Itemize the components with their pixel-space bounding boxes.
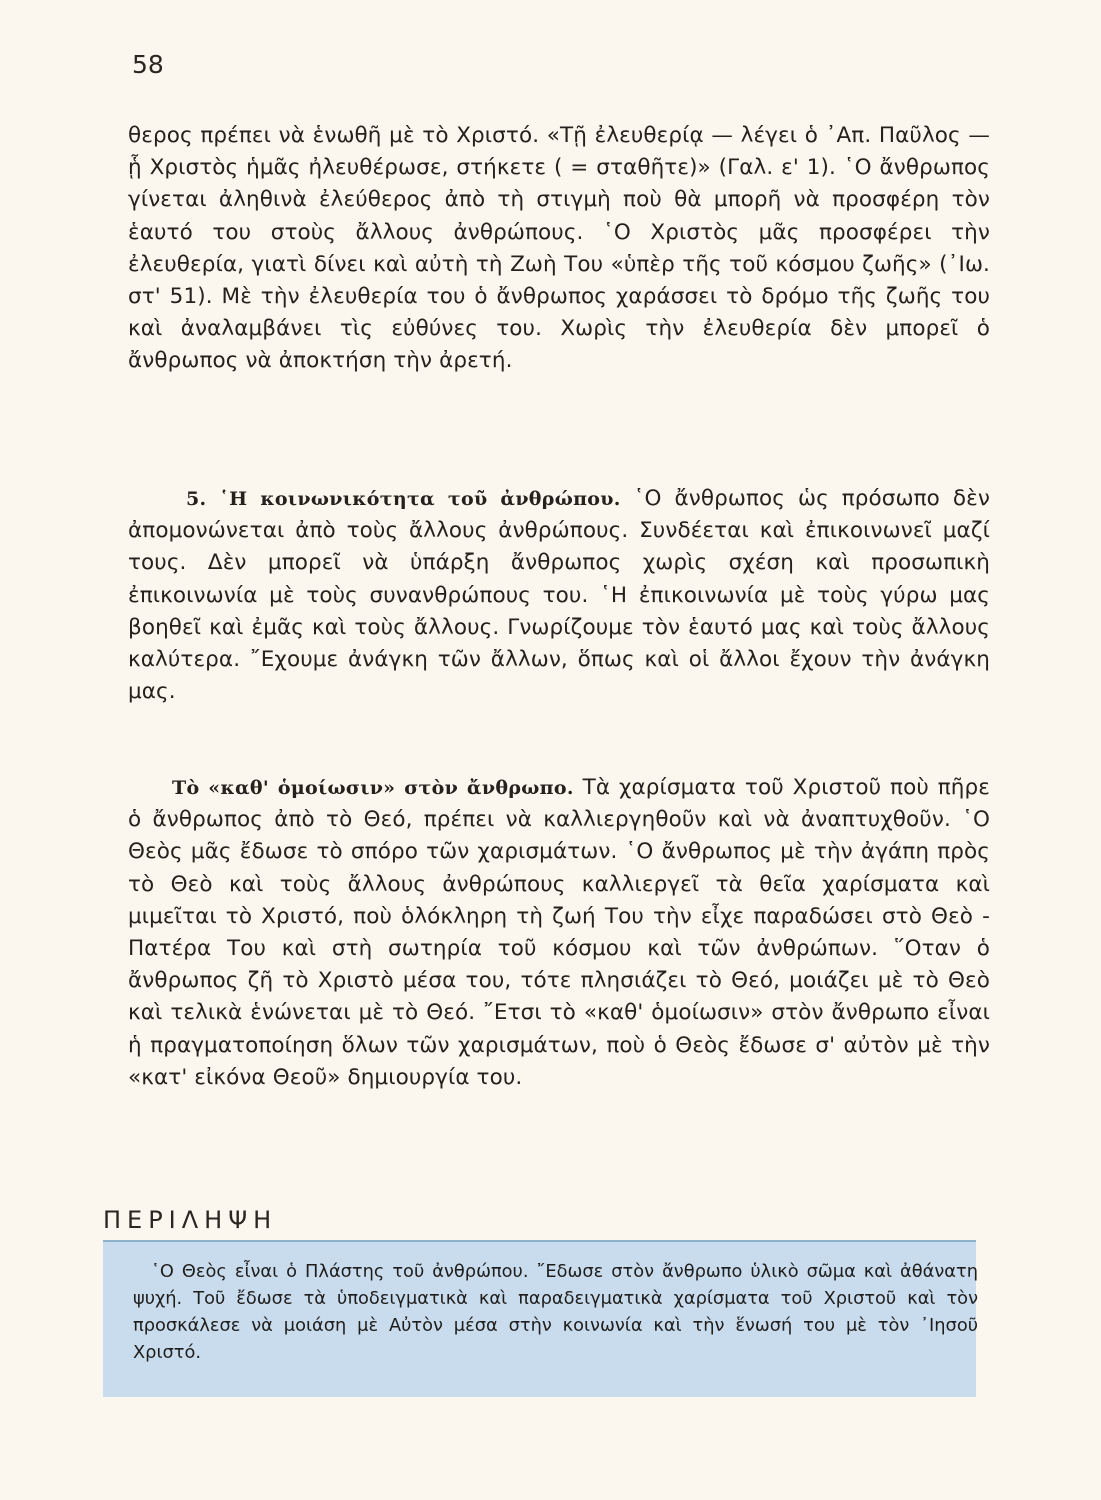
- summary-text-body: ῾Ο Θεὸς εἶναι ὁ Πλάστης τοῦ ἀνθρώπου. ῎Εδωσε στὸν ἄνθρωπο ὑλικὸ σῶμα καὶ ἀθάνατη ψυχή. Τοῦ ἔδωσε τὰ ὑποδειγματικὰ καὶ παραδειγματικὰ χαρίσματα τοῦ Χριστοῦ καὶ τὸν προσκάλεσε νὰ μοιάση μὲ Αὐτὸν μέσα στὴν κοινωνία καὶ τὴν ἕνωσή του μὲ τὸν ᾿Ιησοῦ Χριστό.: [133, 1261, 978, 1363]
- paragraph-likeness-body: Τὰ χαρίσματα τοῦ Χριστοῦ ποὺ πῆρε ὁ ἄνθρωπος ἀπὸ τὸ Θεό, πρέπει νὰ καλλιεργηθοῦν καὶ νὰ ἀναπτυχθοῦν. ῾Ο Θεὸς μᾶς ἔδωσε τὸ σπόρο τῶν χαρισμάτων. ῾Ο ἄνθρωπος μὲ τὴν ἀγάπη πρὸς τὸ Θεὸ καὶ τοὺς ἄλλους ἀνθρώπους καλλιεργεῖ τὰ θεῖα χαρίσματα καὶ μιμεῖται τὸ Χριστό, ποὺ ὁλόκληρη τὴ ζωή Του τὴν εἶχε παραδώσει στὸ Θεὸ - Πατέρα Του καὶ στὴ σωτηρία τοῦ κόσμου καὶ τῶν ἀνθρώπων. ῞Οταν ὁ ἄνθρωπος ζῆ τὸ Χριστὸ μέσα του, τότε πλησιάζει τὸ Θεό, μοιάζει μὲ τὸ Θεὸ καὶ τελικὰ ἑνώνεται μὲ τὸ Θεό. ῎Ετσι τὸ «καθ' ὁμοίωσιν» στὸν ἄνθρωπο εἶναι ἡ πραγματοποίηση ὅλων τῶν χαρισμάτων, ποὺ ὁ Θεὸς ἔδωσε σ' αὐτὸν μὲ τὴν «κατ' εἰκόνα Θεοῦ» δημιουργία του.: [128, 775, 990, 1090]
- section-heading-likeness: Τὸ «καθ' ὁμοίωσιν» στὸν ἄνθρωπο.: [172, 777, 574, 799]
- paragraph-sociability-body: ῾Ο ἄνθρωπος ὡς πρόσωπο δὲν ἀπομονώνεται ἀπὸ τοὺς ἄλλους ἀνθρώπους. Συνδέεται καὶ ἐπικοινωνεῖ μαζί τους. Δὲν μπορεῖ νὰ ὑπάρξη ἄνθρωπος χωρὶς σχέση καὶ προσωπικὴ ἐπικοινωνία μὲ τοὺς συνανθρώπους του. ῾Η ἐπικοινωνία μὲ τοὺς γύρω μας βοηθεῖ καὶ ἐμᾶς καὶ τοὺς ἄλλους. Γνωρίζουμε τὸν ἑαυτό μας καὶ τοὺς ἄλλους καλύτερα. ῎Εχουμε ἀνάγκη τῶν ἄλλων, ὅπως καὶ οἱ ἄλλοι ἔχουν τὴν ἀνάγκη μας.: [128, 486, 990, 705]
- page-number: 58: [132, 50, 164, 79]
- paragraph-sociability: [128, 483, 990, 708]
- section-heading-sociability: 5. ῾Η κοινωνικότητα τοῦ ἀνθρώπου.: [186, 488, 621, 510]
- paragraph-freedom: θερος πρέπει νὰ ἑνωθῆ μὲ τὸ Χριστό. «Τῇ ἐλευθερίᾳ — λέγει ὁ ᾿Απ. Παῦλος — ᾗ Χριστὸς ἡμᾶς ἠλευθέρωσε, στήκετε ( = σταθῆτε)» (Γαλ. ε' 1). ῾Ο ἄνθρωπος γίνεται ἀληθινὰ ἐλεύθερος ἀπὸ τὴ στιγμὴ ποὺ θὰ μπορῆ νὰ προσφέρη τὸν ἑαυτό του στοὺς ἄλλους ἀνθρώπους. ῾Ο Χριστὸς μᾶς προσφέρει τὴν ἐλευθερία, γιατὶ δίνει καὶ αὐτὴ τὴ Ζωὴ Του «ὑπὲρ τῆς τοῦ κόσμου ζωῆς» (᾿Ιω. στ' 51). Μὲ τὴν ἐλευθερία του ὁ ἄνθρωπος χαράσσει τὸ δρόμο τῆς ζωῆς του καὶ ἀναλαμβάνει τὶς εὐθύνες του. Χωρὶς τὴν ἐλευθερία δὲν μπορεῖ ὁ ἄνθρωπος νὰ ἀποκτήση τὴν ἀρετή.: [128, 123, 990, 374]
- summary-text: [133, 1258, 978, 1366]
- paragraph-likeness: [128, 772, 990, 1094]
- summary-title: ΠΕΡΙΛΗΨΗ: [103, 1206, 278, 1234]
